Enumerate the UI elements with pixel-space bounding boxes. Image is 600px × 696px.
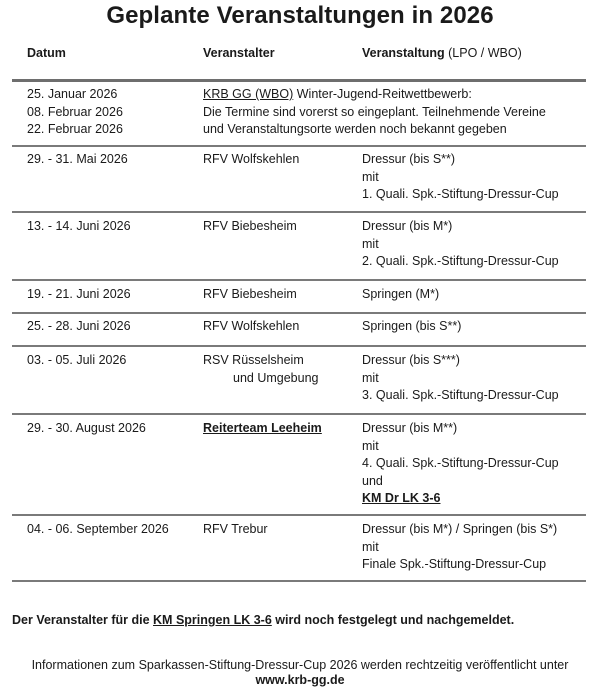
winter-line-3: und Veranstaltungsorte werden noch bekannt gegeben: [203, 122, 507, 136]
column-header-event: [362, 45, 522, 61]
winter-line-1-text: Winter-Jugend-Reitwettbewerb:: [293, 87, 472, 101]
event-line: Dressur (bis M**): [362, 421, 458, 435]
organizer-link-krb-gg[interactable]: KRB GG (WBO): [203, 87, 294, 101]
winter-description: [203, 86, 546, 139]
event-line: Finale Spk.-Stiftung-Dressur-Cup: [362, 557, 547, 571]
event-line: mit: [362, 539, 379, 554]
event-date: 04. - 06. September 2026: [27, 522, 169, 536]
event-organizer: RFV Wolfskehlen: [203, 319, 300, 333]
event-line: 1. Quali. Spk.-Stiftung-Dressur-Cup: [362, 187, 559, 201]
event-organizer: RFV Biebesheim: [203, 219, 297, 233]
page-title: Geplante Veranstaltungen in 2026: [106, 2, 494, 29]
event-date: 29. - 30. August 2026: [27, 421, 146, 435]
row-divider: [12, 145, 586, 147]
column-header-event-label: Veranstaltung: [362, 46, 445, 60]
event-line: mit: [362, 236, 379, 251]
row-divider: [12, 211, 586, 213]
event-line: Dressur (bis S**): [362, 152, 456, 166]
event-organizer: RFV Wolfskehlen: [203, 152, 300, 166]
event-line: 2. Quali. Spk.-Stiftung-Dressur-Cup: [362, 254, 559, 268]
event-line: 3. Quali. Spk.-Stiftung-Dressur-Cup: [362, 388, 559, 402]
event-organizer: RFV Biebesheim: [203, 287, 297, 301]
winter-date: 22. Februar 2026: [27, 122, 123, 136]
row-divider: [12, 279, 586, 281]
event-organizer: [203, 352, 318, 387]
row-divider: [12, 413, 586, 415]
event-description: [362, 218, 559, 271]
header-divider: [12, 79, 586, 82]
event-date: 13. - 14. Juni 2026: [27, 219, 131, 233]
row-divider: [12, 345, 586, 347]
winter-dates: [27, 86, 123, 139]
info-text: Informationen zum Sparkassen-Stiftung-Dressur-Cup 2026 werden rechtzeitig veröffentlicht unter: [31, 658, 569, 672]
organizer-line: RSV Rüsselsheim: [203, 353, 304, 367]
event-description: [362, 318, 461, 336]
event-line: Dressur (bis S***): [362, 353, 460, 367]
column-header-date: Datum: [27, 46, 66, 60]
column-header-event-suffix: (LPO / WBO): [444, 46, 522, 60]
event-date: 19. - 21. Juni 2026: [27, 287, 131, 301]
event-line: mit: [362, 169, 379, 184]
event-line: Springen (M*): [362, 287, 440, 301]
organizer-line: und Umgebung: [233, 370, 319, 385]
organizer-note-post: wird noch festgelegt und nachgemeldet.: [271, 613, 515, 627]
winter-line-2: Die Termine sind vorerst so eingeplant. Teilnehmende Vereine: [203, 104, 546, 119]
event-description: [362, 352, 559, 405]
event-line: Springen (bis S**): [362, 319, 462, 333]
event-description: [362, 521, 557, 574]
km-springen-link[interactable]: KM Springen LK 3-6: [153, 613, 272, 627]
event-line: mit: [362, 370, 379, 385]
winter-date: 08. Februar 2026: [27, 104, 123, 119]
organizer-link-reiterteam-leeheim[interactable]: Reiterteam Leeheim: [203, 421, 322, 435]
event-description: [362, 151, 559, 204]
event-description: [362, 286, 439, 304]
event-date: 03. - 05. Juli 2026: [27, 353, 127, 367]
organizer-note-pre: Der Veranstalter für die: [12, 613, 154, 627]
event-line: Dressur (bis M*) / Springen (bis S*): [362, 522, 558, 536]
event-line: 4. Quali. Spk.-Stiftung-Dressur-Cup: [362, 456, 559, 470]
event-description: [362, 420, 559, 508]
event-line: und: [362, 473, 383, 488]
event-date: 29. - 31. Mai 2026: [27, 152, 128, 166]
winter-date: 25. Januar 2026: [27, 87, 118, 101]
row-divider: [12, 514, 586, 516]
winter-line-1: [203, 86, 546, 104]
website-link[interactable]: www.krb-gg.de: [255, 673, 345, 687]
row-divider: [12, 312, 586, 314]
event-date: 25. - 28. Juni 2026: [27, 319, 131, 333]
column-header-organizer: Veranstalter: [203, 46, 275, 60]
organizer-note: [12, 612, 514, 628]
table-bottom-border: [12, 580, 586, 582]
km-dressur-link[interactable]: KM Dr LK 3-6: [362, 491, 441, 505]
event-line: Dressur (bis M*): [362, 219, 453, 233]
event-organizer: RFV Trebur: [203, 522, 268, 536]
event-line: mit: [362, 438, 379, 453]
